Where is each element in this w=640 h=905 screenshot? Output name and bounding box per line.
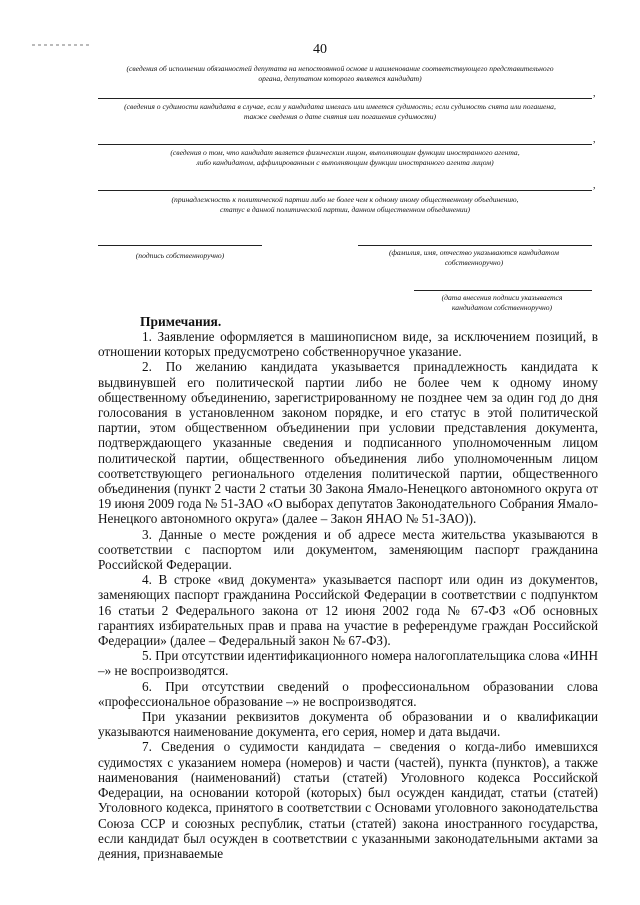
- foreign-agent-field-caption: (сведения о том, что кандидат является физическим лицом, выполняющим функции иностранного агента, либо кандидатом, аффилированным с выполняющим функции иностранного агента лицом): [170, 148, 520, 167]
- signature-line[interactable]: [98, 245, 262, 246]
- full-name-line[interactable]: [358, 245, 592, 246]
- party-field-caption: (принадлежность к политической партии либо не более чем к одному иному общественному объединению, статус в данной политической партии, данном общественном объединении): [171, 195, 519, 214]
- note-paragraph-4: 4. В строке «вид документа» указывается паспорт или один из документов, заменяющих паспорт гражданина Российской Федерации в соответствии с подпунктом 16 статьи 2 Федерального закона от 12 июня 2002 года № 67-ФЗ «Об основных гарантиях избирательных прав и права на участие в референдуме граждан Российской Федерации» (далее – Федеральный закон № 67-ФЗ).: [98, 572, 598, 649]
- note-paragraph-3: 3. Данные о месте рождения и об адресе места жительства указываются в соответствии с паспортом или документом, заменяющим паспорт гражданина Российской Федерации.: [98, 526, 598, 573]
- date-line[interactable]: [414, 290, 592, 291]
- foreign-agent-field-line[interactable]: [98, 144, 592, 145]
- note-paragraph-5: 5. При отсутствии идентификационного номера налогоплательщика слова «ИНН –» не воспроизводятся.: [98, 648, 598, 679]
- full-name-caption: (фамилия, имя, отчество указываются кандидатом собственноручно): [388, 248, 560, 267]
- note-paragraph-1: 1. Заявление оформляется в машинописном виде, за исключением позиций, в отношении которых предусмотрено собственноручное указание.: [98, 329, 598, 360]
- field-comma: ,: [593, 88, 596, 99]
- party-field-line[interactable]: [98, 190, 592, 191]
- notes-body: [98, 329, 598, 861]
- field-comma: ,: [593, 180, 596, 191]
- signature-caption: (подпись собственноручно): [135, 251, 225, 260]
- page-number: 40: [313, 42, 327, 57]
- field-comma: ,: [593, 134, 596, 145]
- note-paragraph-7: 7. Сведения о судимости кандидата – сведения о когда-либо имевшихся судимостях с указанием номера (номеров) и части (частей), пункта (пунктов), а также наименования (наименований) статьи (статей) Уголовного кодекса Российской Федерации, на основании которой (которых) был осужден кандидат, статьи (статей) Уголовного кодекса, принятого в соответствии с Основами уголовного законодательства Союза ССР и союзных республик, статьи (статей) закона иностранного государства, если кандидат был осужден в соответствии с указанными законодательными актами за деяния, признаваемые: [98, 739, 598, 861]
- note-paragraph-6b: При указании реквизитов документа об образовании и о квалификации указываются наименование документа, его серия, номер и дата выдачи.: [98, 709, 598, 740]
- date-caption: (дата внесения подписи указывается кандидатом собственноручно): [441, 293, 563, 312]
- conviction-field-caption: (сведения о судимости кандидата в случае, если у кандидата имелась или имеется судимость; если судимость снята или погашена, также сведения о дате снятия или погашения судимости): [124, 102, 556, 121]
- note-paragraph-2: 2. По желанию кандидата указывается принадлежность кандидата к выдвинувшей его политической партии либо не более чем к одному иному общественному объединению, зарегистрированному не позднее чем за один год до дня голосования в установленном законом порядке, и его статус в этой политической партии, этом общественном объединении при условии представления документа, подтверждающего указанные сведения и подписанного уполномоченным лицом политической партии, общественного объединения либо уполномоченным лицом соответствующего регионального отделения политической партии, общественного объединения (пункт 2 части 2 статьи 30 Закона Ямало-Ненецкого автономного округа от 19 июня 2009 года № 51-ЗАО «О выборах депутатов Законодательного Собрания Ямало-Ненецкого автономного округа» (далее – Закон ЯНАО № 51-ЗАО)).: [98, 359, 598, 527]
- note-paragraph-6: 6. При отсутствии сведений о профессиональном образовании слова «профессиональное образование –» не воспроизводятся.: [98, 678, 598, 709]
- conviction-field-line[interactable]: [98, 98, 592, 99]
- notes-title: Примечания.: [140, 314, 222, 329]
- deputy-field-caption: (сведения об исполнении обязанностей депутата на непостоянной основе и наименование соответствующего представительного органа, депутатом которого является кандидат): [126, 64, 554, 83]
